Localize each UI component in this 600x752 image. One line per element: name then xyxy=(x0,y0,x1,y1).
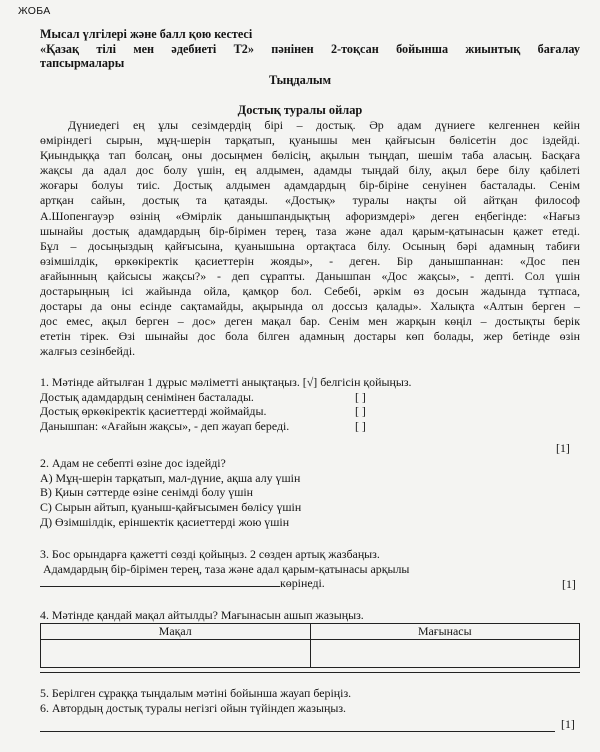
question-4-title: 4. Мәтінде қандай мақал айтылды? Мағынасын ашып жазыңыз. xyxy=(40,608,364,622)
text-line: достарыңның ісі жайында ойла, қамқор бол. Себебі, әркім өз досын жадында тұтпаса, xyxy=(40,284,580,299)
header-line-2: «Қазақ тілі мен әдебиеті Т2» пәнінен 2-тоқсан бойынша жиынтық бағалау xyxy=(40,41,580,56)
q2-option-a[interactable]: А) Мұң-шерін тарқатып, мал-дүние, ақша алу үшін xyxy=(40,470,301,485)
answer-line[interactable] xyxy=(40,672,580,673)
listening-text xyxy=(40,118,580,360)
draft-label: ЖОБА xyxy=(18,5,51,17)
proverb-column-header: Мақал xyxy=(41,624,311,640)
text-line: шынайы достық адамдардың бір-бірімен терең, таза және адал қарым-қатынасын қажет етеді. xyxy=(40,223,580,238)
meaning-answer-cell[interactable] xyxy=(310,640,580,668)
q2-option-c[interactable]: С) Сырын айтып, қуаныш-қайғысымен бөлісу үшін xyxy=(40,500,302,515)
q3-sentence-line1: Адамдардың бір-бірімен терең, таза және адал қарым-қатынасы арқылы xyxy=(43,561,410,576)
meaning-column-header: Мағынасы xyxy=(310,624,580,640)
question-3-title: 3. Бос орындарға қажетті сөзді қойыңыз. 2 сөзден артық жазбаңыз. xyxy=(40,547,380,561)
q1-checkbox[interactable]: [ ] xyxy=(355,389,366,404)
text-line: жоғары болуы тиіс. Достық алдымен адамдардың бір-біріне сенуінен басталады. Сенім xyxy=(40,178,580,193)
q1-statement-row xyxy=(40,404,375,419)
question-5-6 xyxy=(40,686,351,715)
text-line: Қиындыққа тап болсаң, оны досыңмен бөлісің, ақылын тыңдап, шешім таба аласың. Басқаға xyxy=(40,148,580,163)
question-3 xyxy=(40,547,409,591)
text-line: А.Шопенгауэр өзінің «Өмірлік данышпандықтың афоризмдері» деген еңбегінде: «Нағыз xyxy=(40,208,580,223)
header-line-1: Мысал үлгілері және балл қою кестесі xyxy=(40,27,253,41)
text-line: Бұл – досыңыздың қайғысына, қуанышына ортақтаса білу. Осының бәрі адамның табиғи xyxy=(40,238,580,253)
question-2 xyxy=(40,456,301,530)
q1-statement: Достық адамдардың сенімінен басталады. xyxy=(40,389,254,404)
worksheet-header xyxy=(40,27,580,71)
question-2-title: 2. Адам не себепті өзіне дос іздейді? xyxy=(40,456,226,470)
question-1 xyxy=(40,375,412,434)
q6-score: [1] xyxy=(561,717,575,731)
q1-statement: Данышпан: «Ағайын жақсы», - деп жауап береді. xyxy=(40,419,290,434)
text-line: ағайынның қайсысы жақсы?» - деп сұрапты. Данышпан «Дос жақсы», - депті. Сол үшін xyxy=(40,268,580,283)
proverb-answer-cell[interactable] xyxy=(41,640,311,668)
q1-checkbox[interactable]: [ ] xyxy=(355,404,366,419)
q1-statement-row xyxy=(40,390,375,405)
text-line: өзімшілдік, өркөкіректік қасиеттерін жояды», - деген. Бір данышпаннан: «Дос пен xyxy=(40,253,580,268)
text-line: Дүниедегі ең ұлы сезімдердің бірі – достық. Әр адам дүниеге келгеннен кейін xyxy=(68,118,580,132)
header-line-3: тапсырмалары xyxy=(40,56,125,70)
q3-answer-blank[interactable] xyxy=(40,576,280,587)
q1-score: [1] xyxy=(556,441,570,455)
q3-sentence-line2 xyxy=(40,576,409,591)
q3-score: [1] xyxy=(562,577,576,591)
text-line: артқан сайын, достық та қатаяды. «Достық» туралы нақты ой айтқан философ xyxy=(40,193,580,208)
text-line: өміріндегі сырын, мұң-шерін тарқатып, қуанышы мен қайғысын бөлісетін дос іздейді. xyxy=(40,133,580,148)
proverb-table xyxy=(40,623,580,668)
question-5-title: 5. Берілген сұраққа тыңдалым мәтіні бойынша жауап беріңіз. xyxy=(40,686,352,700)
text-line: достары да оны есінде сақтамайды, ақырында ол доссыз қалады». Халықта «Алтын берген – xyxy=(40,299,580,314)
text-line: ететін тірек. Өзі шынайы дос бола білген адамның достары көп болады, жер бетінде өзін xyxy=(40,329,580,344)
q1-statement-row xyxy=(40,419,375,434)
q1-checkbox[interactable]: [ ] xyxy=(355,419,366,434)
question-6-title: 6. Автордың достық туралы негізгі ойын түйіндеп жазыңыз. xyxy=(40,700,346,715)
text-title: Достық туралы ойлар xyxy=(237,103,363,117)
q6-answer-line[interactable] xyxy=(40,731,555,732)
q1-statement: Достық өркөкіректік қасиеттерді жоймайды. xyxy=(40,404,267,419)
question-1-title: 1. Мәтінде айтылған 1 дұрыс мәліметті анықтаңыз. [√] белгісін қойыңыз. xyxy=(40,375,412,389)
text-line: жалғыз сезінбейді. xyxy=(40,344,136,359)
q2-option-b[interactable]: В) Қиын сәттерде өзіне сенімді болу үшін xyxy=(40,485,254,500)
q3-sentence-end: көрінеді. xyxy=(280,576,325,591)
text-line: дос емес, ақыл берген – дос» деген мақал бар. Сенім мен жарқын көңіл – достықты берік xyxy=(40,314,580,329)
q2-option-d[interactable]: Д) Өзімшілдік, еріншектік қасиеттерді жою үшін xyxy=(40,514,290,529)
section-title: Тыңдалым xyxy=(268,73,332,87)
text-line: жақсы да адал дос болу үшін, ең алдымен, адамды тыңдай білу, ақыл бере білу қабілеті xyxy=(40,163,580,178)
